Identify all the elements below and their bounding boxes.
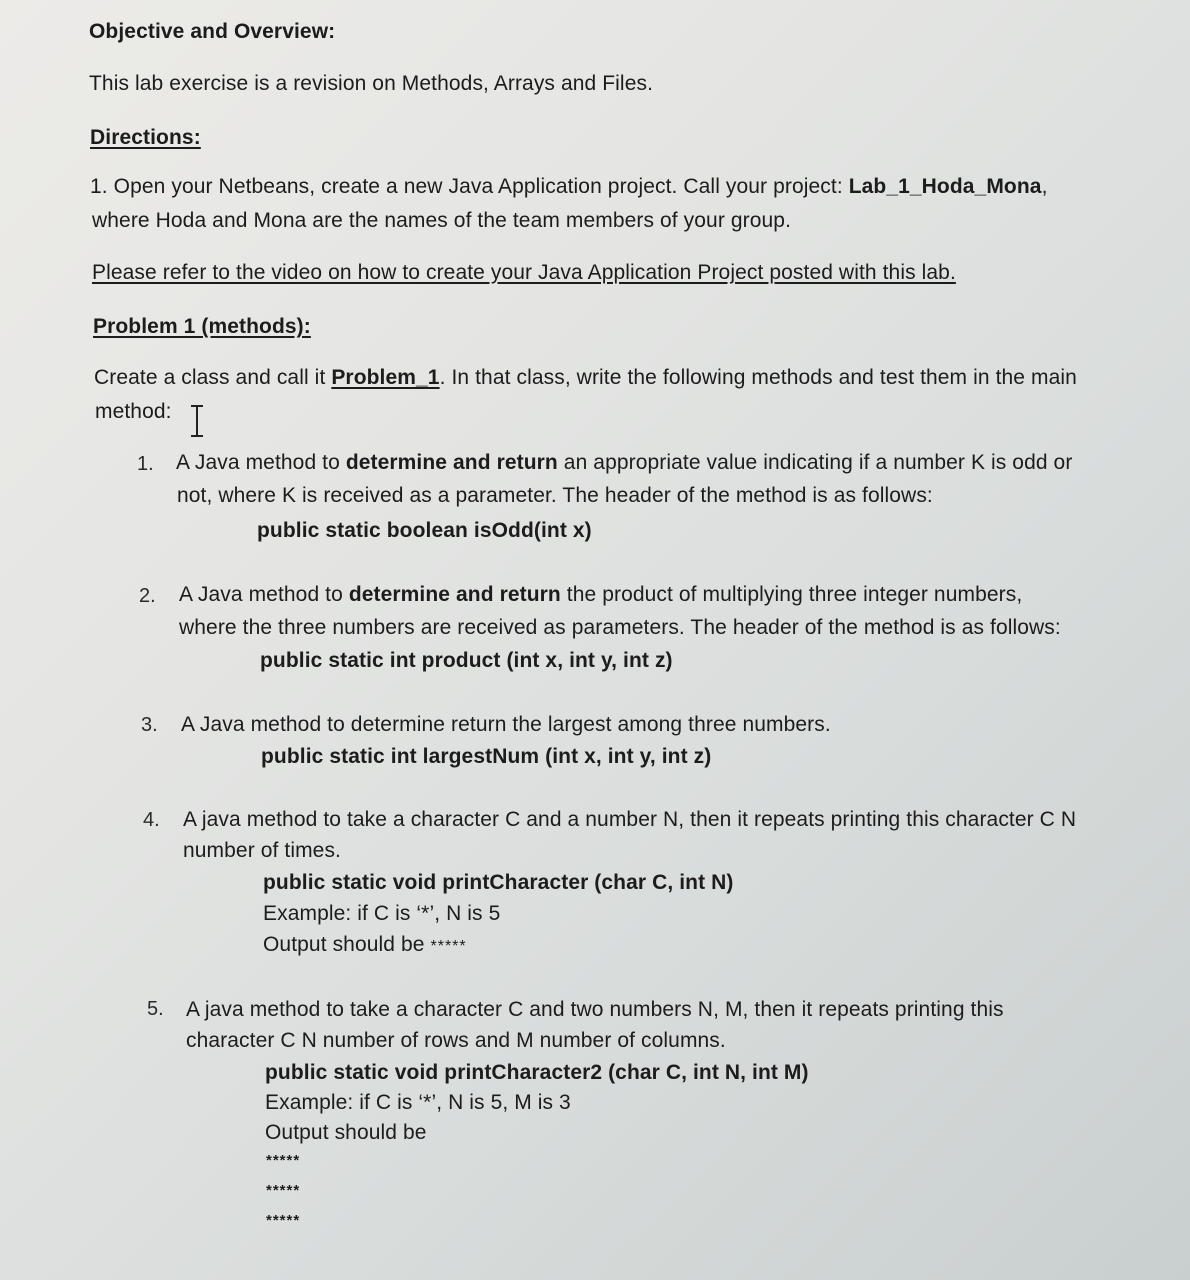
project-name: Lab_1_Hoda_Mona <box>848 175 1042 198</box>
intro-text-b: . In that class, write the following methods and test them in the main <box>439 366 1077 389</box>
item4-example: Example: if C is ‘*’, N is 5 <box>263 902 501 925</box>
item4-header: public static void printCharacter (char C, int N) <box>263 871 734 894</box>
item2-text-b: the product of multiplying three integer numbers, <box>560 583 1023 606</box>
item5-output: Output should be <box>265 1121 427 1144</box>
intro-text-a: Create a class and call it <box>94 366 332 389</box>
item5-line2: character C N number of rows and M number of columns. <box>186 1029 726 1052</box>
item1-header: public static boolean isOdd(int x) <box>257 519 592 542</box>
intro-line2: method: <box>95 400 172 423</box>
class-name: Problem_1 <box>331 366 440 389</box>
item2-text-a: A Java method to <box>179 583 349 606</box>
step1-text-b: , <box>1041 175 1048 198</box>
text-cursor-icon <box>187 404 207 438</box>
overview-text: This lab exercise is a revision on Methods, Arrays and Files. <box>89 72 654 95</box>
step1-line2: where Hoda and Mona are the names of the team members of your group. <box>92 209 792 232</box>
step1-line1 <box>90 174 1048 200</box>
item5-line1: A java method to take a character C and two numbers N, M, then it repeats printing this <box>186 998 1004 1021</box>
item4-line1: A java method to take a character C and a number N, then it repeats printing this character C N <box>183 808 1077 831</box>
item2-num: 2. <box>139 585 156 607</box>
item5-output-row: ***** <box>266 1212 301 1229</box>
step1-text-a: Open your Netbeans, create a new Java Application project. Call your project: <box>113 175 849 198</box>
item5-example: Example: if C is ‘*’, N is 5, M is 3 <box>265 1091 571 1114</box>
item2-bold: determine and return <box>348 583 561 606</box>
item2-line1 <box>179 582 1022 608</box>
item5-output-row: ***** <box>266 1152 301 1169</box>
item1-text-b: an appropriate value indicating if a number K is odd or <box>557 451 1073 474</box>
item1-line2: not, where K is received as a parameter. The header of the method is as follows: <box>177 484 933 507</box>
item1-bold: determine and return <box>345 451 558 474</box>
item4-line2: number of times. <box>183 839 341 862</box>
item5-output-row: ***** <box>266 1182 301 1199</box>
item3-num: 3. <box>141 714 158 736</box>
item1-text-a: A Java method to <box>176 451 346 474</box>
item5-header: public static void printCharacter2 (char C, int N, int M) <box>265 1061 809 1084</box>
item3-header: public static int largestNum (int x, int y, int z) <box>261 745 712 768</box>
step1-num: 1. <box>90 175 108 198</box>
item1-line1 <box>176 450 1072 476</box>
heading-objective: Objective and Overview: <box>89 20 336 43</box>
item5-num: 5. <box>147 998 164 1020</box>
item2-header: public static int product (int x, int y, int z) <box>260 649 673 672</box>
intro-line1 <box>94 365 1077 391</box>
item3-line1: A Java method to determine return the largest among three numbers. <box>181 713 831 736</box>
item4-output <box>263 932 467 960</box>
heading-directions: Directions: <box>90 126 201 149</box>
video-note: Please refer to the video on how to create your Java Application Project posted with this lab. <box>92 261 956 284</box>
item4-num: 4. <box>143 809 160 831</box>
item4-output-stars: ***** <box>430 938 467 955</box>
heading-problem1: Problem 1 (methods): <box>93 315 311 338</box>
item2-line2: where the three numbers are received as parameters. The header of the method is as follows: <box>179 616 1061 639</box>
item1-num: 1. <box>137 453 154 475</box>
item4-output-label: Output should be <box>263 933 431 956</box>
